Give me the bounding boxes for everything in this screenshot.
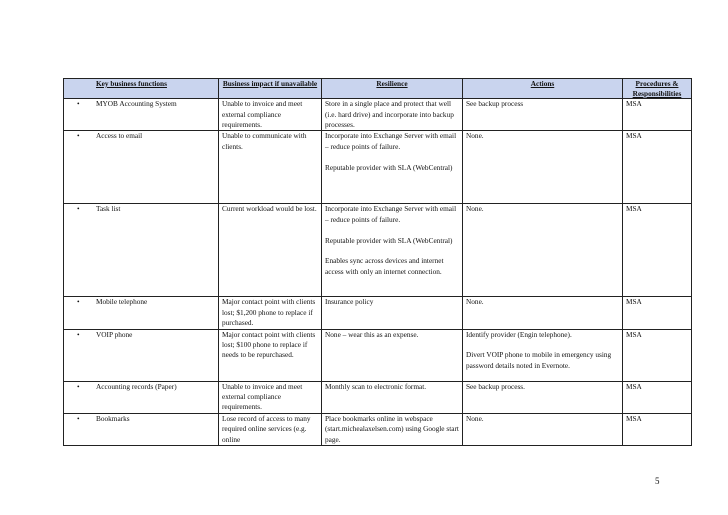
bullet: • <box>77 131 80 141</box>
row-function-cell <box>64 413 219 445</box>
table-row <box>64 413 692 445</box>
procedures-cell: MSA <box>623 381 692 413</box>
row-function-cell <box>64 297 219 329</box>
actions-cell <box>463 329 623 381</box>
actions-cell <box>463 99 623 131</box>
table-row <box>64 99 692 131</box>
resilience-text: Reputable provider with SLA (WebCentral) <box>325 235 453 245</box>
resilience-text: Monthly scan to electronic format. <box>325 381 427 391</box>
continuity-table <box>63 78 692 446</box>
bullet: • <box>77 297 80 307</box>
function-text: VOIP phone <box>96 329 133 339</box>
bullet: • <box>77 329 80 339</box>
actions-text: None. <box>466 131 484 141</box>
actions-text: Identify provider (Engin telephone). <box>466 329 572 339</box>
resilience-cell <box>322 297 463 329</box>
function-text: Mobile telephone <box>96 297 148 307</box>
actions-text: See backup process. <box>466 381 525 391</box>
actions-text: See backup process <box>466 99 524 109</box>
resilience-text: Incorporate into Exchange Server with email – reduce points of failure. <box>325 131 457 151</box>
impact-cell: Lose record of access to many required online services (e.g. online <box>219 413 322 445</box>
row-function-cell <box>64 131 219 204</box>
header-actions: Actions <box>463 79 623 99</box>
table-row <box>64 131 692 204</box>
impact-cell: Unable to invoice and meet external compliance requirements. <box>219 381 322 413</box>
header-resilience: Resilience <box>322 79 463 99</box>
resilience-cell <box>322 131 463 204</box>
function-text: Accounting records (Paper) <box>96 381 177 391</box>
row-function-cell <box>64 329 219 381</box>
procedures-cell: MSA <box>623 204 692 297</box>
table-row <box>64 297 692 329</box>
resilience-text: Reputable provider with SLA (WebCentral) <box>325 162 453 172</box>
impact-cell: Unable to invoice and meet external compliance requirements. <box>219 99 322 131</box>
resilience-cell <box>322 204 463 297</box>
actions-text: None. <box>466 413 484 423</box>
resilience-cell <box>322 381 463 413</box>
actions-cell <box>463 131 623 204</box>
procedures-cell: MSA <box>623 413 692 445</box>
impact-cell: Major contact point with clients lost; $100 phone to replace if needs to be repurchased. <box>219 329 322 381</box>
row-function-cell <box>64 99 219 131</box>
function-text: Task list <box>96 204 121 214</box>
header-row <box>64 79 692 99</box>
resilience-text: Place bookmarks online in webspace (start.michealaxelsen.com) using Google start page. <box>325 413 459 444</box>
impact-cell: Major contact point with clients lost; $1,200 phone to replace if purchased. <box>219 297 322 329</box>
actions-cell <box>463 204 623 297</box>
resilience-cell <box>322 99 463 131</box>
resilience-cell <box>322 413 463 445</box>
actions-cell <box>463 297 623 329</box>
header-key-business-functions: Key business functions <box>64 79 219 99</box>
bullet: • <box>77 381 80 391</box>
bullet: • <box>77 413 80 423</box>
actions-text: Divert VOIP phone to mobile in emergency using password details noted in Evernote. <box>466 350 612 370</box>
actions-cell <box>463 413 623 445</box>
procedures-cell: MSA <box>623 329 692 381</box>
actions-text: None. <box>466 297 484 307</box>
resilience-cell <box>322 329 463 381</box>
continuity-table-container <box>63 78 691 446</box>
actions-text: None. <box>466 204 484 214</box>
resilience-text: Insurance policy <box>325 297 374 307</box>
procedures-cell: MSA <box>623 297 692 329</box>
resilience-text: Incorporate into Exchange Server with email – reduce points of failure. <box>325 204 457 224</box>
resilience-text: Store in a single place and protect that well (i.e. hard drive) and incorporate into backup processes. <box>325 99 454 129</box>
function-text: Access to email <box>96 131 143 141</box>
row-function-cell <box>64 381 219 413</box>
bullet: • <box>77 99 80 109</box>
impact-cell: Unable to communicate with clients. <box>219 131 322 204</box>
actions-cell <box>463 381 623 413</box>
header-business-impact: Business impact if unavailable <box>219 79 322 99</box>
page-number: 5 <box>655 476 660 486</box>
row-function-cell <box>64 204 219 297</box>
resilience-text: Enables sync across devices and internet access with only an internet connection. <box>325 256 444 276</box>
function-text: MYOB Accounting System <box>96 99 177 109</box>
impact-cell: Current workload would be lost. <box>219 204 322 297</box>
procedures-cell: MSA <box>623 99 692 131</box>
header-procedures-responsibilities: Procedures & Responsibilities <box>623 79 692 99</box>
function-text: Bookmarks <box>96 413 130 423</box>
table-row <box>64 329 692 381</box>
table-row <box>64 204 692 297</box>
bullet: • <box>77 204 80 214</box>
procedures-cell: MSA <box>623 131 692 204</box>
resilience-text: None – wear this as an expense. <box>325 329 419 339</box>
table-row <box>64 381 692 413</box>
